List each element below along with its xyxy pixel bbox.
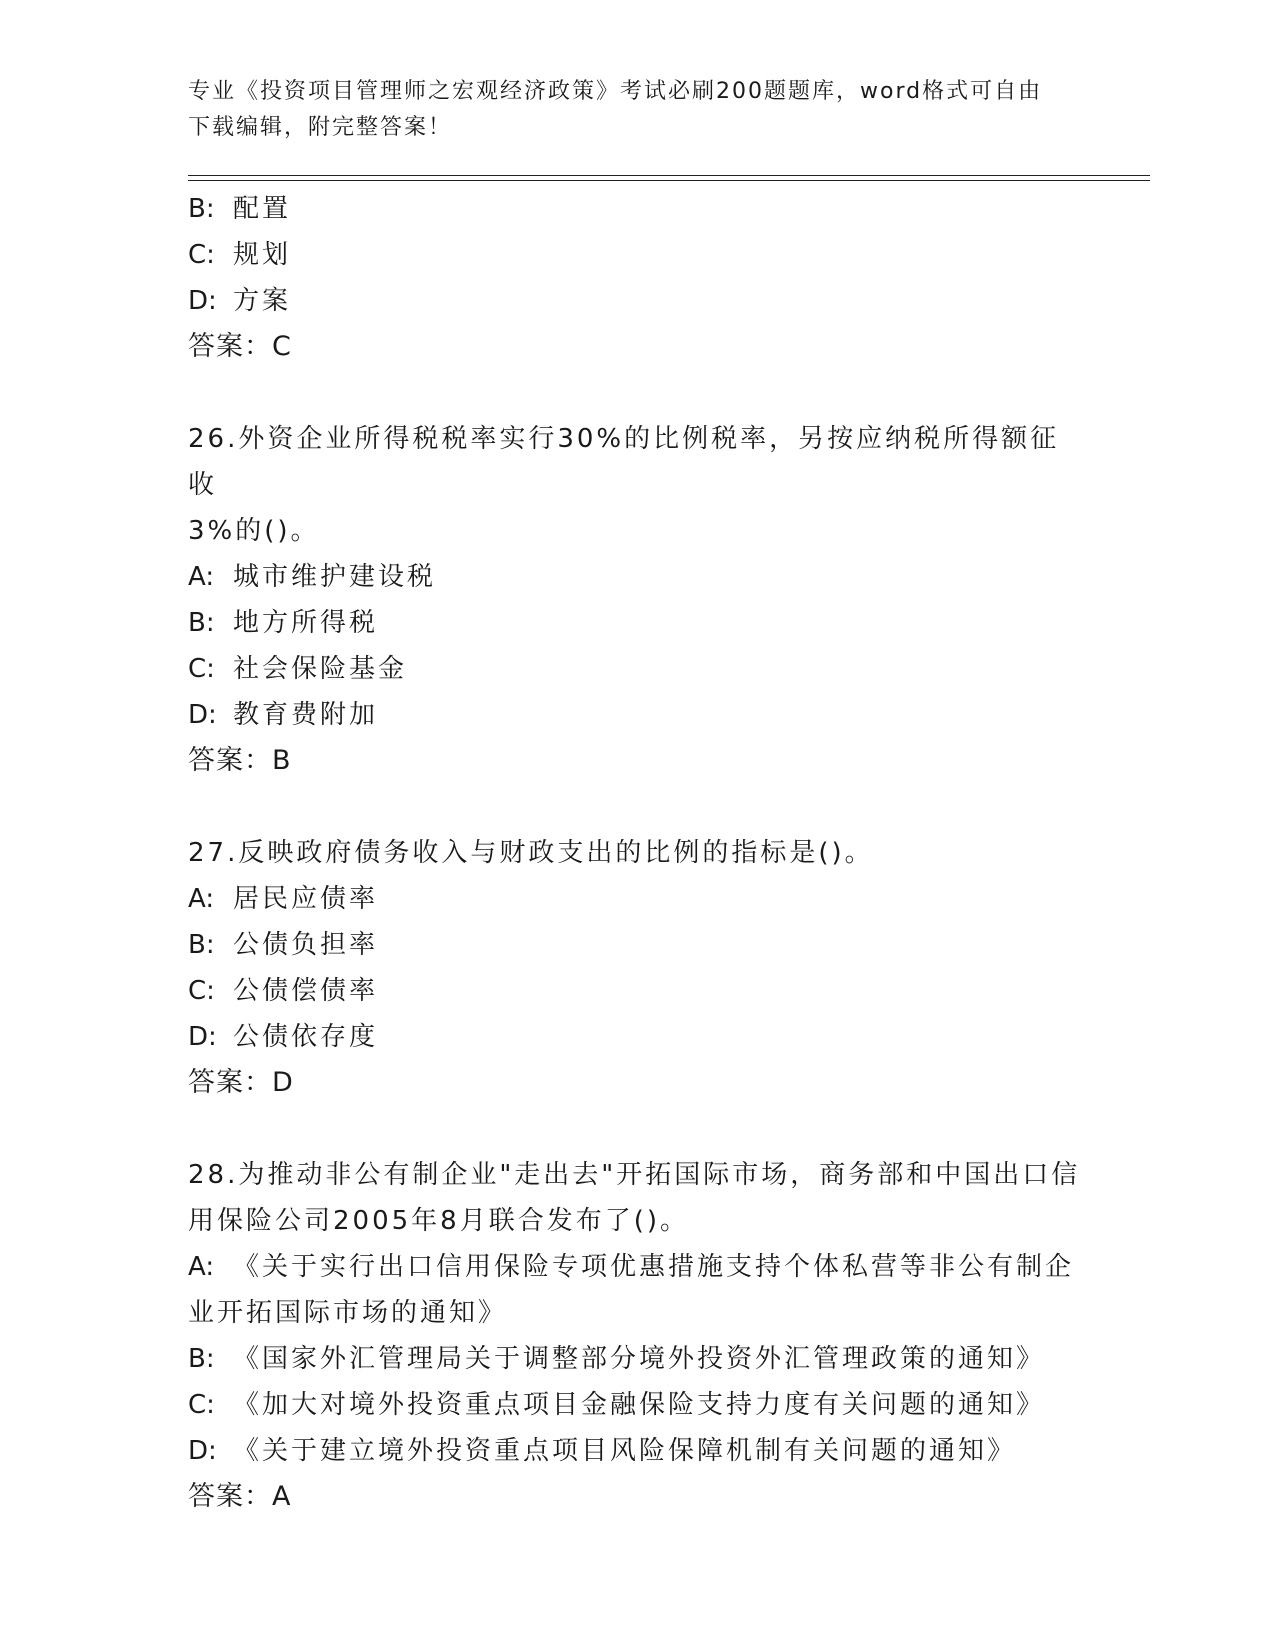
option-text: 《关于实行出口信用保险专项优惠措施支持个体私营等非公有制企 [233,1252,1075,1282]
option-b [188,922,1088,968]
option-text: 教育费附加 [233,700,379,730]
option-d [188,1014,1088,1060]
header-divider-top [188,175,1150,176]
option-label: D: [188,286,217,316]
option-text: 居民应债率 [233,884,379,914]
question-text-line: 26.外资企业所得税税率实行30%的比例税率，另按应纳税所得额征收 [188,424,1060,500]
option-label: A: [188,1252,215,1282]
option-text: 公债偿债率 [233,976,379,1006]
option-text: 公债依存度 [233,1022,379,1052]
question-content [188,186,1088,1520]
question-27 [188,830,1088,1106]
question-text-line: 3%的()。 [188,516,320,546]
option-text: 公债负担率 [233,930,379,960]
answer: 答案：B [188,745,292,776]
option-label: A: [188,884,215,914]
option-b [188,600,1088,646]
option-label: C: [188,976,215,1006]
option-text: 社会保险基金 [233,654,408,684]
option-text: 配置 [233,194,292,224]
option-c [188,1382,1088,1428]
option-b [188,1336,1088,1382]
option-label: D: [188,700,217,730]
option-label: B: [188,608,215,638]
option-c [188,646,1088,692]
option-label: D: [188,1436,217,1466]
option-c [188,232,1088,278]
question-text-line: 28.为推动非公有制企业"走出去"开拓国际市场，商务部和中国出口信 [188,1160,1081,1190]
question-text-line: 27.反映政府债务收入与财政支出的比例的指标是()。 [188,838,874,868]
header-line-1: 专业《投资项目管理师之宏观经济政策》考试必刷200题题库，word格式可自由 [188,79,1043,104]
option-label: B: [188,194,215,224]
option-text: 城市维护建设税 [233,562,437,592]
option-d [188,1428,1088,1474]
document-header [188,74,1078,146]
option-a [188,554,1088,600]
header-divider-bottom [188,180,1150,181]
question-28 [188,1152,1088,1520]
option-a [188,876,1088,922]
answer: 答案：A [188,1481,292,1512]
prev-question [188,186,1088,370]
option-label: C: [188,240,215,270]
option-text: 地方所得税 [233,608,379,638]
option-text: 规划 [233,240,292,270]
question-26 [188,416,1088,784]
option-b [188,186,1088,232]
option-a [188,1244,1088,1290]
option-d [188,692,1088,738]
answer: 答案：D [188,1067,294,1098]
option-label: C: [188,654,215,684]
question-text-line: 用保险公司2005年8月联合发布了()。 [188,1206,689,1236]
option-d [188,278,1088,324]
option-label: D: [188,1022,217,1052]
option-label: B: [188,930,215,960]
option-c [188,968,1088,1014]
option-label: B: [188,1344,215,1374]
option-text: 《加大对境外投资重点项目金融保险支持力度有关问题的通知》 [233,1390,1046,1420]
option-a-continued: 业开拓国际市场的通知》 [188,1298,508,1328]
option-text: 方案 [233,286,292,316]
answer: 答案：C [188,331,292,362]
option-text: 《国家外汇管理局关于调整部分境外投资外汇管理政策的通知》 [233,1344,1046,1374]
option-label: A: [188,562,215,592]
header-line-2: 下载编辑，附完整答案！ [188,115,453,140]
option-text: 《关于建立境外投资重点项目风险保障机制有关问题的通知》 [233,1436,1017,1466]
option-label: C: [188,1390,215,1420]
